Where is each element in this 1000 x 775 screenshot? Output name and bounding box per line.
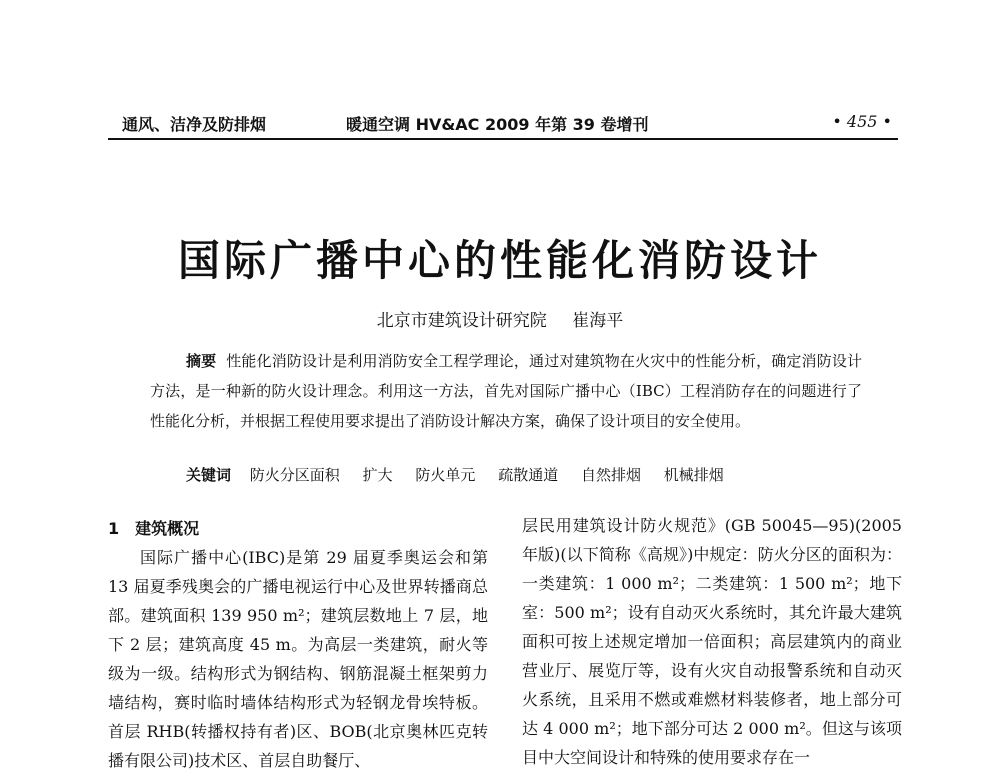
section-number: 1 bbox=[108, 519, 120, 538]
section-title: 建筑概况 bbox=[135, 519, 200, 538]
body-paragraph: 国际广播中心(IBC)是第 29 届夏季奥运会和第 13 届夏季残奥会的广播电视运行中心及世界转播商总部。建筑面积 139 950 m²；建筑层数地上 7 层，地下 2 层；建筑高度 45 m。为高层一类建筑，耐火等级为一级。结构形式为钢结构、钢筋混凝土框架剪力墙结构，赛时临时墙体结构形式为轻钢龙骨埃特板。首层 RHB(转播权持有者)区、BOB(北京奥林匹克转播有限公司)技术区、首层自助餐厅、 bbox=[108, 548, 488, 770]
keyword-item: 防火单元 bbox=[415, 466, 476, 484]
keywords bbox=[186, 464, 742, 485]
keyword-item: 自然排烟 bbox=[580, 466, 641, 484]
header-journal-name: 暖通空调 HV&AC 2009 年第 39 卷增刊 bbox=[346, 115, 649, 134]
header-section-title: 通风、洁净及防排烟 bbox=[122, 115, 267, 134]
abstract bbox=[150, 346, 862, 436]
running-header bbox=[108, 108, 898, 140]
body-column-right bbox=[522, 511, 902, 772]
body-paragraph: 层民用建筑设计防火规范》(GB 50045—95)(2005 年版)(以下简称《高规》)中规定：防火分区的面积为：一类建筑：1 000 m²；二类建筑：1 500 m²；地下室：500 m²；设有自动灭火系统时，其允许最大建筑面积可按上述规定增加一倍面积；高层建筑内的商业营业厅、展览厅等，设有火灾自动报警系统和自动灭火系统，且采用不燃或难燃材料装修者，地上部分可达 4 000 m²；地下部分可达 2 000 m²。但这与该项目中大空间设计和特殊的使用要求存在一 bbox=[522, 516, 902, 767]
keyword-item: 疏散通道 bbox=[498, 466, 559, 484]
abstract-label: 摘要 bbox=[186, 352, 217, 370]
keywords-label: 关键词 bbox=[186, 466, 232, 484]
header-page-number: • 455 • bbox=[832, 112, 892, 131]
byline bbox=[0, 306, 1000, 331]
keyword-item: 扩大 bbox=[362, 466, 393, 484]
paper-title: 国际广播中心的性能化消防设计 bbox=[177, 236, 822, 285]
author-institution: 北京市建筑设计研究院 bbox=[376, 311, 547, 331]
body-column-left bbox=[108, 514, 488, 775]
abstract-text: 性能化消防设计是利用消防安全工程学理论，通过对建筑物在火灾中的性能分析，确定消防设计方法，是一种新的防火设计理念。利用这一方法，首先对国际广播中心（IBC）工程消防存在的问题进行了性能化分析，并根据工程使用要求提出了消防设计解决方案，确保了设计项目的安全使用。 bbox=[150, 352, 862, 430]
keyword-item: 防火分区面积 bbox=[249, 466, 340, 484]
keyword-item: 机械排烟 bbox=[663, 466, 724, 484]
section-heading bbox=[108, 514, 488, 543]
author-name: 崔海平 bbox=[572, 311, 624, 331]
